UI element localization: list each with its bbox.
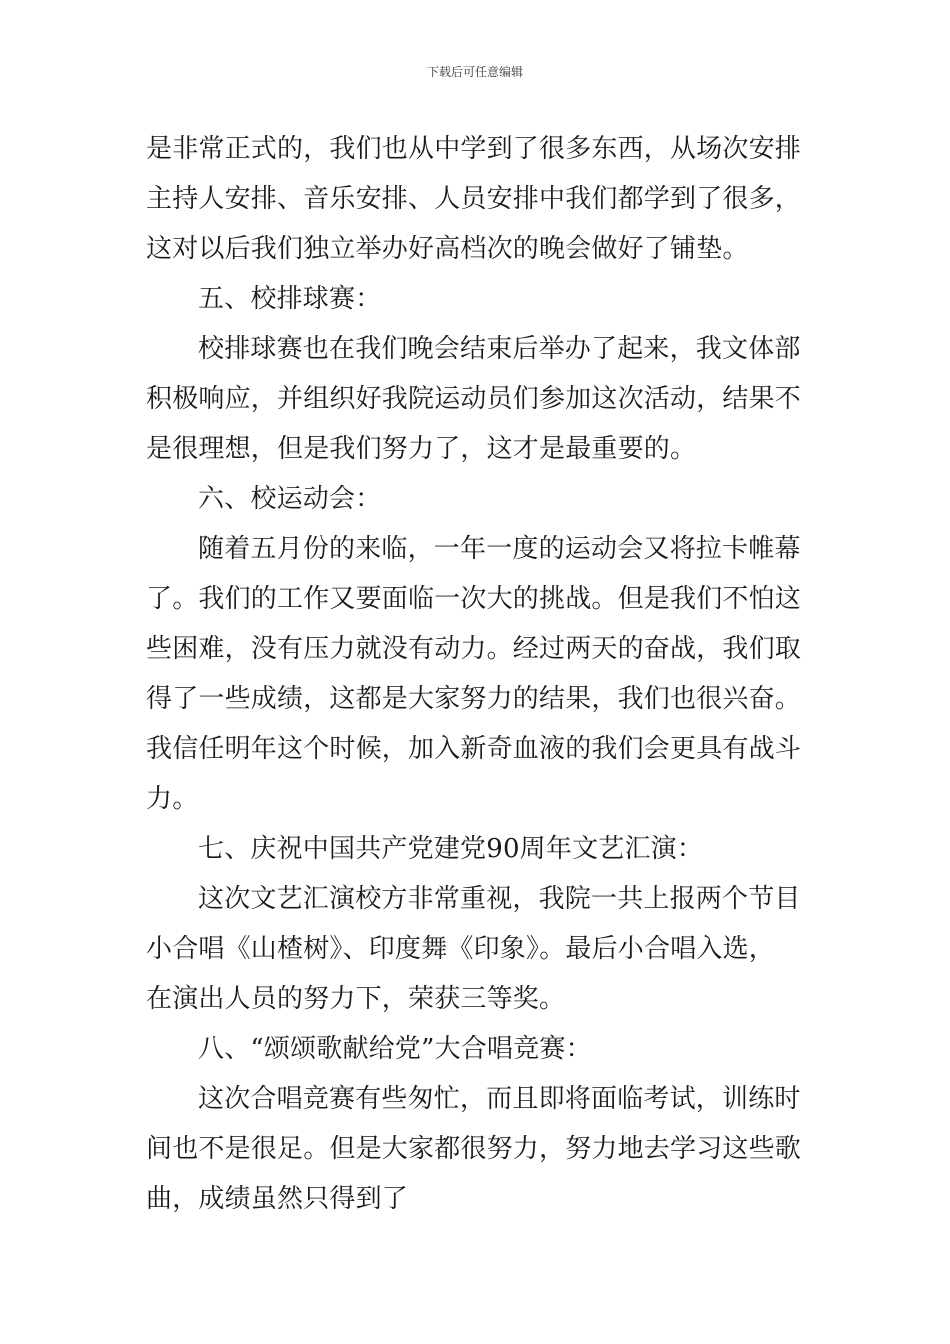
text-line: 是很理想，但是我们努力了，这才是最重要的。 xyxy=(146,434,697,464)
text-line: 在演出人员的努力下，荣获三等奖。 xyxy=(146,984,566,1014)
text-line: 小合唱《山楂树》、印度舞《印象》。最后小合唱入选， xyxy=(146,934,776,964)
text-line: 这次合唱竞赛有些匆忙，而且即将面临考试，训练时 xyxy=(198,1084,801,1114)
text-line: 曲，成绩虽然只得到了 xyxy=(146,1184,409,1214)
text-line: 是非常正式的，我们也从中学到了很多东西，从场次安排 xyxy=(146,134,802,164)
text-line: 我信任明年这个时候，加入新奇血液的我们会更具有战斗 xyxy=(146,734,802,764)
text-line: 力。 xyxy=(146,784,199,814)
text-line: 这对以后我们独立举办好高档次的晚会做好了铺垫。 xyxy=(146,234,749,264)
section-heading: 五、校排球赛： xyxy=(198,284,382,314)
text-line: 得了一些成绩，这都是大家努力的结果，我们也很兴奋。 xyxy=(146,684,802,714)
section-heading: 八、“颂颂歌献给党”大合唱竞赛： xyxy=(198,1034,592,1064)
text-line: 校排球赛也在我们晚会结束后举办了起来，我文体部 xyxy=(198,334,801,364)
text-line: 随着五月份的来临，一年一度的运动会又将拉卡帷幕 xyxy=(198,534,801,564)
text-line: 这次文艺汇演校方非常重视，我院一共上报两个节目 xyxy=(198,884,801,914)
text-line: 间也不是很足。但是大家都很努力，努力地去学习这些歌 xyxy=(146,1134,802,1164)
text-line: 了。我们的工作又要面临一次大的挑战。但是我们不怕这 xyxy=(146,584,802,614)
section-heading: 七、庆祝中国共产党建党90周年文艺汇演： xyxy=(198,834,704,864)
text-line: 主持人安排、音乐安排、人员安排中我们都学到了很多， xyxy=(146,184,802,214)
text-line: 积极响应，并组织好我院运动员们参加这次活动，结果不 xyxy=(146,384,802,414)
section-heading: 六、校运动会： xyxy=(198,484,382,514)
document-body xyxy=(146,124,811,1224)
page-header: 下载后可任意编辑 xyxy=(426,65,523,79)
text-line: 些困难，没有压力就没有动力。经过两天的奋战，我们取 xyxy=(146,634,802,664)
